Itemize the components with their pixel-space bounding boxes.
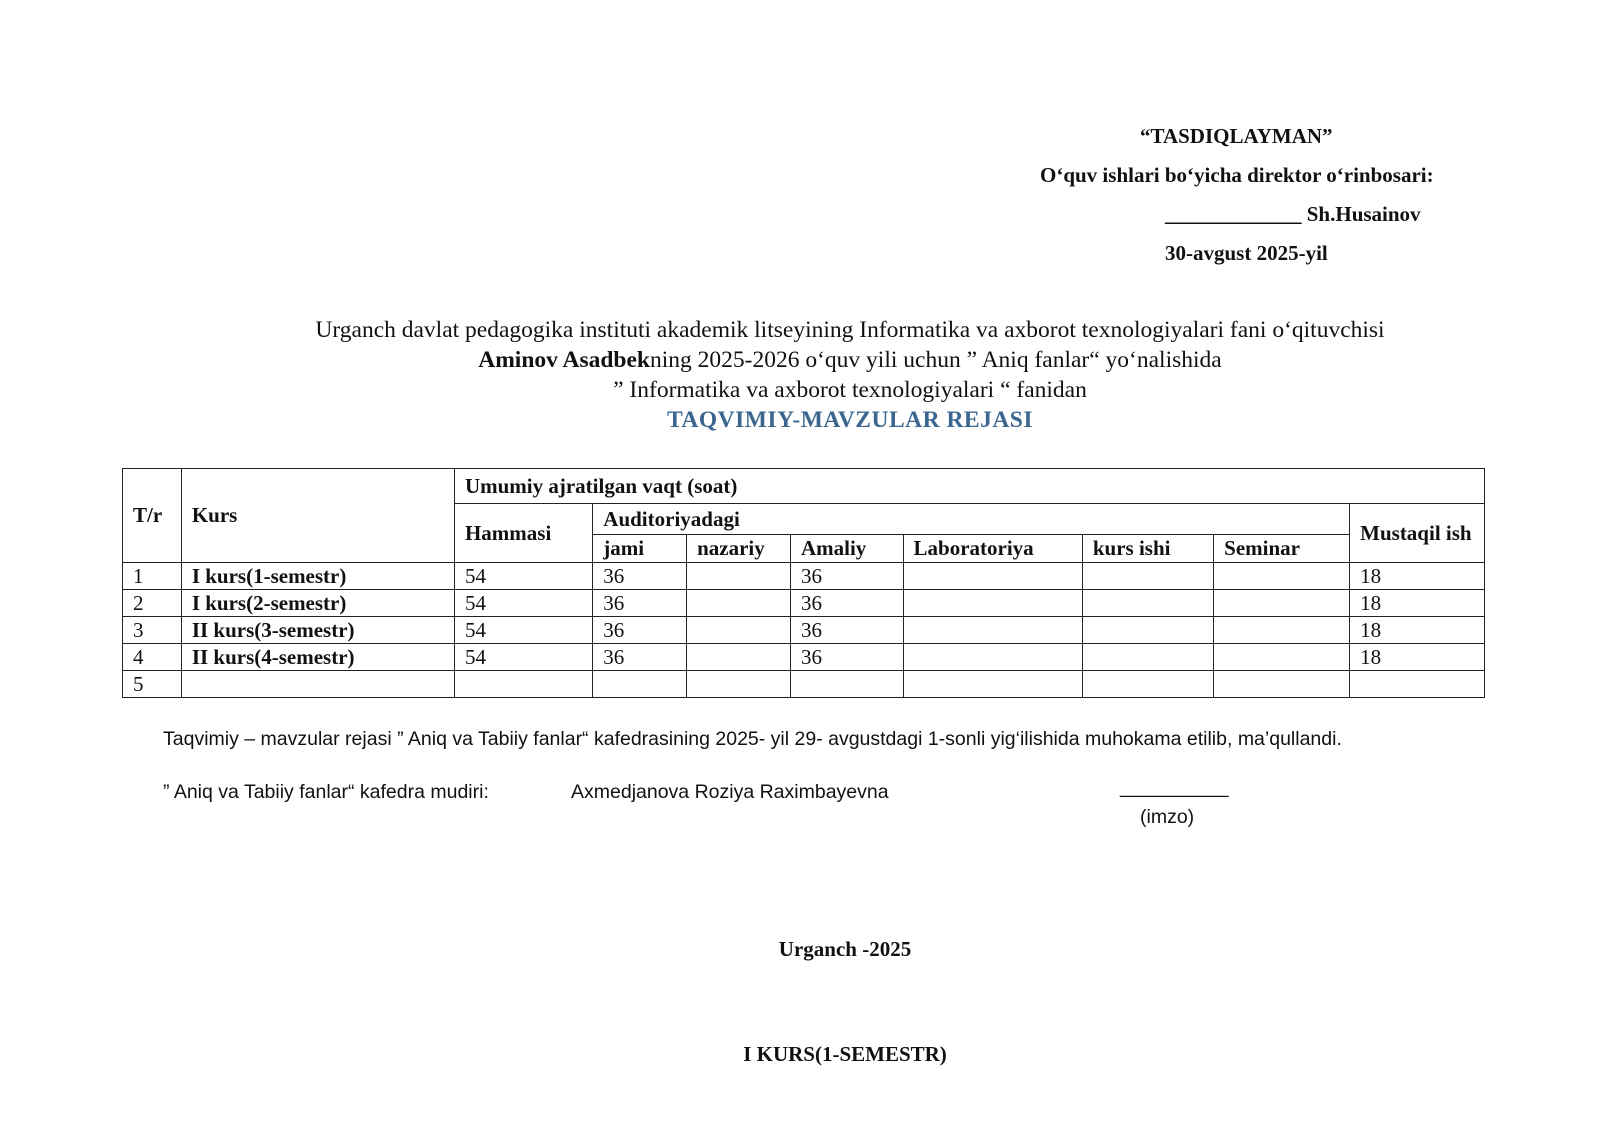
approval-title: “TASDIQLAYMAN” bbox=[1140, 124, 1333, 148]
row-kurs: I kurs(1-semestr) bbox=[181, 563, 454, 590]
header-jami: jami bbox=[593, 535, 687, 563]
row-nazariy bbox=[687, 644, 791, 671]
row-jami bbox=[593, 671, 687, 698]
row-number: 5 bbox=[123, 671, 182, 698]
row-kurs: I kurs(2-semestr) bbox=[181, 590, 454, 617]
department-head-label: ” Aniq va Tabiiy fanlar“ kafedra mudiri: bbox=[163, 781, 489, 803]
row-nazariy bbox=[687, 671, 791, 698]
row-hammasi: 54 bbox=[454, 563, 592, 590]
row-mustaqil: 18 bbox=[1350, 617, 1485, 644]
heading-line-2-rest: ning 2025-2026 o‘quv yili uchun ” Aniq fanlar“ yo‘nalishida bbox=[650, 347, 1222, 373]
row-seminar bbox=[1214, 671, 1350, 698]
table-row bbox=[123, 644, 1485, 671]
table-row bbox=[123, 590, 1485, 617]
row-jami: 36 bbox=[593, 644, 687, 671]
header-kurs: Kurs bbox=[181, 469, 454, 563]
row-nazariy bbox=[687, 617, 791, 644]
row-seminar bbox=[1214, 617, 1350, 644]
header-total-time: Umumiy ajratilgan vaqt (soat) bbox=[454, 469, 1484, 504]
row-amaliy: 36 bbox=[790, 617, 903, 644]
row-amaliy bbox=[790, 671, 903, 698]
row-kurs-ishi bbox=[1082, 644, 1213, 671]
row-nazariy bbox=[687, 563, 791, 590]
signature-caption: (imzo) bbox=[1140, 806, 1195, 828]
row-jami: 36 bbox=[593, 563, 687, 590]
row-amaliy: 36 bbox=[790, 644, 903, 671]
row-jami: 36 bbox=[593, 617, 687, 644]
row-kurs bbox=[181, 671, 454, 698]
header-laboratoriya: Laboratoriya bbox=[903, 535, 1082, 563]
row-mustaqil: 18 bbox=[1350, 590, 1485, 617]
header-hammasi: Hammasi bbox=[454, 504, 592, 563]
row-number: 1 bbox=[123, 563, 182, 590]
row-laboratoriya bbox=[903, 671, 1082, 698]
approval-position: O‘quv ishlari bo‘yicha direktor o‘rinbosari: bbox=[1040, 163, 1434, 187]
department-head-line bbox=[163, 781, 889, 804]
approval-signature: _____________ Sh.Husainov bbox=[1165, 202, 1421, 226]
department-head-name: Axmedjanova Roziya Raximbayevna bbox=[571, 781, 889, 803]
row-kurs-ishi bbox=[1082, 671, 1213, 698]
row-kurs: II kurs(3-semestr) bbox=[181, 617, 454, 644]
row-kurs-ishi bbox=[1082, 563, 1213, 590]
row-laboratoriya bbox=[903, 617, 1082, 644]
row-amaliy: 36 bbox=[790, 590, 903, 617]
row-seminar bbox=[1214, 563, 1350, 590]
header-seminar: Seminar bbox=[1214, 535, 1350, 563]
row-mustaqil bbox=[1350, 671, 1485, 698]
row-hammasi: 54 bbox=[454, 590, 592, 617]
hours-table bbox=[122, 468, 1485, 698]
table-row bbox=[123, 671, 1485, 698]
row-amaliy: 36 bbox=[790, 563, 903, 590]
teacher-name: Aminov Asadbek bbox=[478, 347, 650, 373]
row-kurs-ishi bbox=[1082, 617, 1213, 644]
table-row bbox=[123, 617, 1485, 644]
row-seminar bbox=[1214, 590, 1350, 617]
heading-line-2 bbox=[120, 345, 1580, 375]
document-heading bbox=[120, 315, 1580, 435]
row-laboratoriya bbox=[903, 590, 1082, 617]
row-number: 2 bbox=[123, 590, 182, 617]
row-kurs-ishi bbox=[1082, 590, 1213, 617]
row-hammasi bbox=[454, 671, 592, 698]
header-mustaqil: Mustaqil ish bbox=[1350, 504, 1485, 563]
header-auditoriyadagi: Auditoriyadagi bbox=[593, 504, 1350, 535]
section-title: I KURS(1-SEMESTR) bbox=[743, 1042, 947, 1066]
row-number: 4 bbox=[123, 644, 182, 671]
approval-block bbox=[1000, 117, 1480, 273]
row-jami: 36 bbox=[593, 590, 687, 617]
approval-date: 30-avgust 2025-yil bbox=[1165, 241, 1328, 265]
table-row bbox=[123, 563, 1485, 590]
row-hammasi: 54 bbox=[454, 617, 592, 644]
header-nazariy: nazariy bbox=[687, 535, 791, 563]
heading-line-1: Urganch davlat pedagogika instituti akademik litseyining Informatika va axborot texnologiyalari fani o‘qituvchisi bbox=[315, 317, 1385, 343]
row-mustaqil: 18 bbox=[1350, 644, 1485, 671]
row-laboratoriya bbox=[903, 563, 1082, 590]
row-laboratoriya bbox=[903, 644, 1082, 671]
row-number: 3 bbox=[123, 617, 182, 644]
row-nazariy bbox=[687, 590, 791, 617]
row-seminar bbox=[1214, 644, 1350, 671]
approval-note: Taqvimiy – mavzular rejasi ” Aniq va Tabiiy fanlar“ kafedrasining 2025- yil 29- avgustdagi 1-sonli yig‘ilishida muhokama etilib, ma’qullandi. bbox=[163, 728, 1342, 750]
row-hammasi: 54 bbox=[454, 644, 592, 671]
header-kurs-ishi: kurs ishi bbox=[1082, 535, 1213, 563]
heading-line-3: ” Informatika va axborot texnologiyalari “ fanidan bbox=[613, 377, 1087, 403]
document-title: TAQVIMIY-MAVZULAR REJASI bbox=[666, 407, 1034, 433]
row-mustaqil: 18 bbox=[1350, 563, 1485, 590]
signature-line: __________ bbox=[1120, 776, 1229, 798]
header-tr: T/r bbox=[123, 469, 182, 563]
row-kurs: II kurs(4-semestr) bbox=[181, 644, 454, 671]
header-amaliy: Amaliy bbox=[790, 535, 903, 563]
city-year: Urganch -2025 bbox=[778, 937, 912, 961]
